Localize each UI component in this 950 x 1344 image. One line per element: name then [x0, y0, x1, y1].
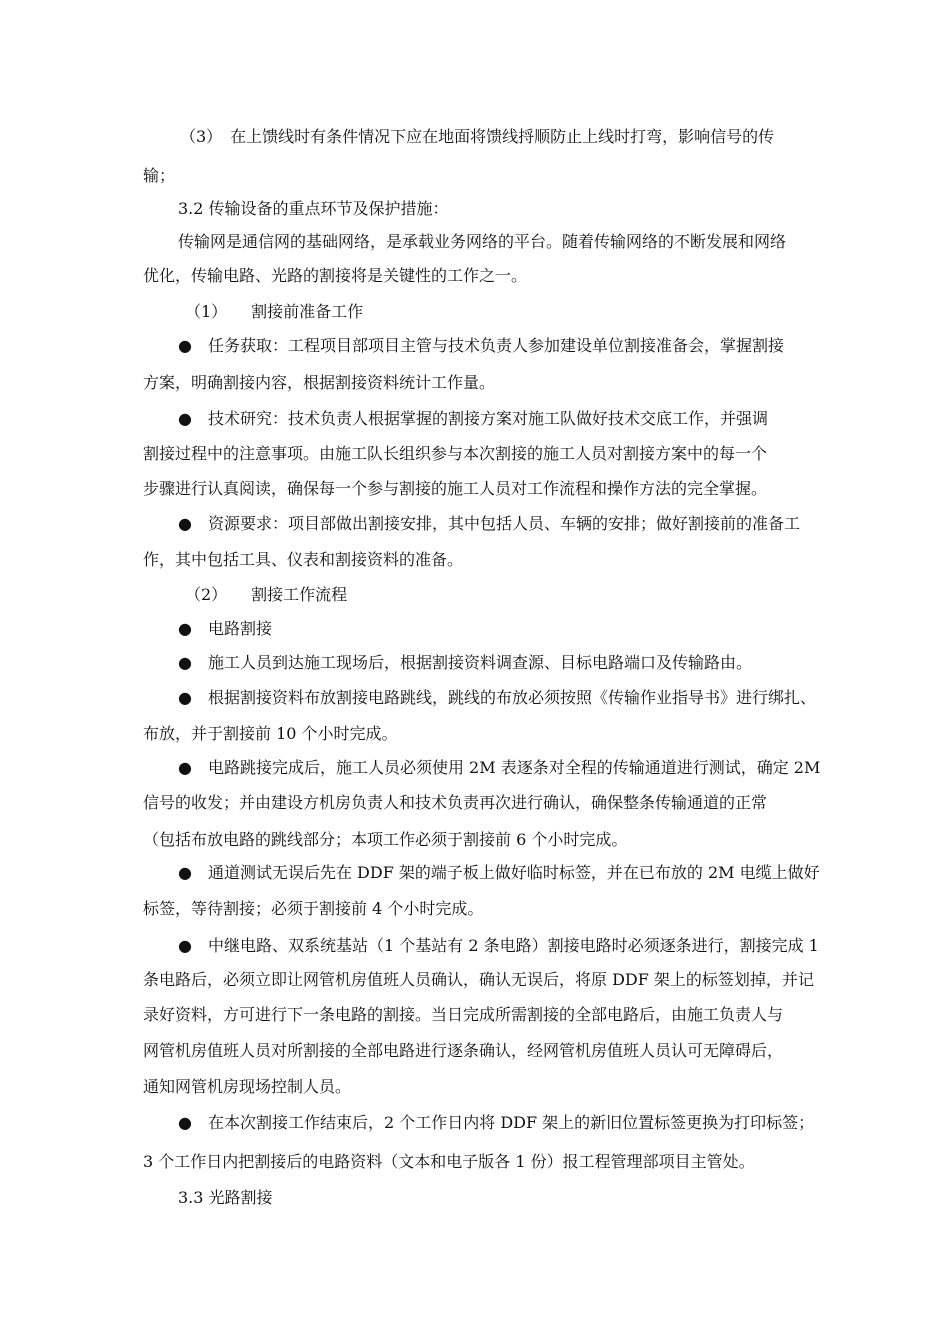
bullet-line: ● 任务获取：工程项目部项目主管与技术负责人参加建设单位割接准备会，掌握割接	[178, 336, 784, 355]
text-line: 3 个工作日内把割接后的电路资料（文本和电子版各 1 份）报工程管理部项目主管处。	[143, 1152, 755, 1171]
bullet-line: ● 电路跳接完成后，施工人员必须使用 2M 表逐条对全程的传输通道进行测试，确定 2M	[178, 758, 821, 777]
bullet-line: ● 技术研究：技术负责人根据掌握的割接方案对施工队做好技术交底工作，并强调	[178, 409, 768, 428]
bullet-line: ● 通道测试无误后先在 DDF 架的端子板上做好临时标签，并在已布放的 2M 电缆上做好	[178, 863, 820, 882]
text-line: 输；	[143, 166, 176, 185]
text-line: 割接过程中的注意事项。由施工队长组织参与本次割接的施工人员对割接方案中的每一个	[143, 444, 768, 463]
bullet-line: ● 电路割接	[178, 619, 272, 638]
subsection-heading: （2） 割接工作流程	[185, 585, 348, 604]
text-line: 步骤进行认真阅读，确保每一个参与割接的施工人员对工作流程和操作方法的完全掌握。	[143, 479, 768, 498]
text-line: 通知网管机房现场控制人员。	[143, 1077, 352, 1096]
text-line: 布放，并于割接前 10 个小时完成。	[143, 724, 398, 743]
text-line: 录好资料，方可进行下一条电路的割接。当日完成所需割接的全部电路后，由施工负责人与	[143, 1005, 784, 1024]
bullet-line: ● 根据割接资料布放割接电路跳线，跳线的布放必须按照《传输作业指导书》进行绑扎、	[178, 688, 816, 707]
text-line: 条电路后，必须立即让网管机房值班人员确认，确认无误后，将原 DDF 架上的标签划掉，并记	[143, 970, 814, 989]
text-line: （3） 在上馈线时有条件情况下应在地面将馈线捋顺防止上线时打弯，影响信号的传	[180, 127, 775, 146]
section-heading: 3.3 光路割接	[178, 1188, 273, 1207]
bullet-line: ● 资源要求：项目部做出割接安排，其中包括人员、车辆的安排；做好割接前的准备工	[178, 514, 800, 533]
text-line: 作，其中包括工具、仪表和割接资料的准备。	[143, 550, 464, 569]
section-heading: 3.2 传输设备的重点环节及保护措施：	[178, 199, 449, 218]
bullet-line: ● 在本次割接工作结束后，2 个工作日内将 DDF 架上的新旧位置标签更换为打印标签；	[178, 1113, 815, 1132]
text-line: 传输网是通信网的基础网络，是承载业务网络的平台。随着传输网络的不断发展和网络	[178, 232, 787, 251]
bullet-line: ● 中继电路、双系统基站（1 个基站有 2 条电路）割接电路时必须逐条进行，割接完成 1	[178, 936, 819, 955]
text-line: 网管机房值班人员对所割接的全部电路进行逐条确认，经网管机房值班人员认可无障碍后，	[143, 1041, 784, 1060]
text-line: 方案，明确割接内容，根据割接资料统计工作量。	[143, 373, 496, 392]
bullet-line: ● 施工人员到达施工现场后，根据割接资料调查源、目标电路端口及传输路由。	[178, 653, 752, 672]
text-line: 标签，等待割接；必须于割接前 4 个小时完成。	[143, 899, 484, 918]
text-line: 优化，传输电路、光路的割接将是关键性的工作之一。	[143, 266, 528, 285]
text-line: 信号的收发；并由建设方机房负责人和技术负责再次进行确认，确保整条传输通道的正常	[143, 793, 768, 812]
text-line: （包括布放电路的跳线部分；本项工作必须于割接前 6 个小时完成。	[143, 830, 628, 849]
subsection-heading: （1） 割接前准备工作	[185, 302, 364, 321]
